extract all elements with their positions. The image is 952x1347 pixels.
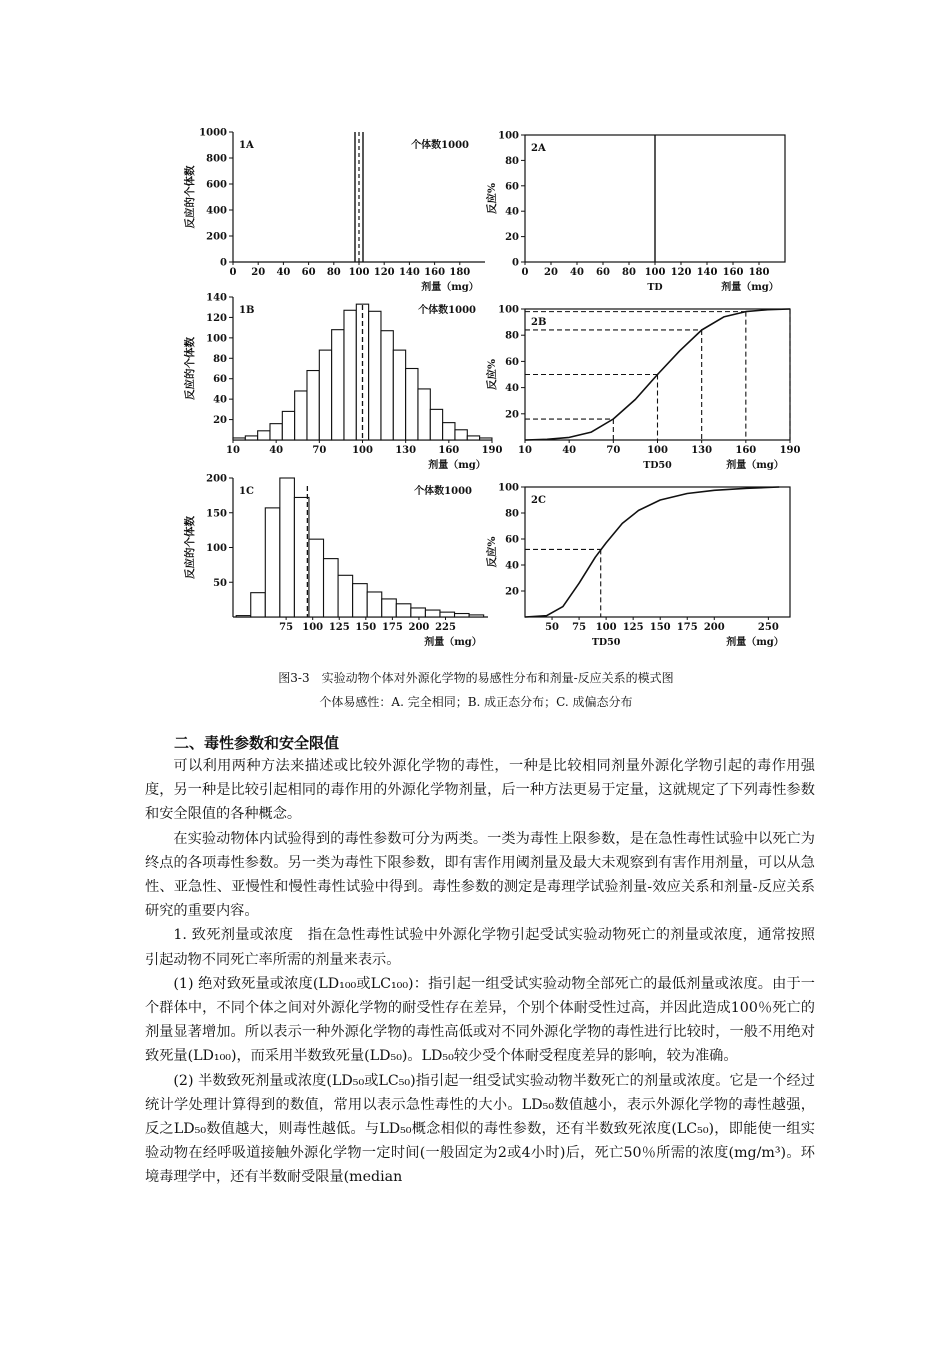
paragraph: (1) 绝对致死量或浓度(LD₁₀₀或LC₁₀₀)：指引起一组受试实验动物全部死亡的最低剂量或浓度。由于一个群体中，不同个体之间对外源化学物的耐受性存在差异，个别个体耐受性过高，并因此造成100％死亡的剂量显著增加。所以表示一种外源化学物的毒性高低或对不同外源化学物的毒性进行比较时，一般不用绝对致死量(LD₁₀₀)，而采用半数致死量(LD₅₀)。LD₅₀较少受个体耐受程度差异的影响，较为准确。 [145, 975, 815, 1065]
panel-label-1C: 1C [239, 486, 254, 497]
histogram-bar-1B [270, 424, 282, 440]
y-tick-label-2C: 60 [505, 534, 519, 546]
x-tick-label-1C: 75 [279, 622, 294, 633]
histogram-bar-1B [344, 310, 356, 440]
histogram-bar-1B [319, 350, 331, 440]
histogram-bar-1B [245, 436, 257, 440]
figure-caption-subtitle: 个体易感性：A. 完全相同；B. 成正态分布；C. 成偏态分布 [319, 695, 633, 709]
x-tick-label-2A: 160 [722, 267, 744, 278]
y-tick-label-2C: 80 [505, 508, 519, 520]
histogram-bar-1C [251, 593, 266, 617]
x-tick-label-1A: 180 [449, 267, 471, 278]
figure-caption-title: 图3-3 实验动物个体对外源化学物的易感性分布和剂量-反应关系的模式图 [278, 671, 674, 685]
paragraph: 1. 致死剂量或浓度 指在急性毒性试验中外源化学物引起受试实验动物死亡的剂量或浓度，通常按照引起动物不同死亡率所需的剂量来表示。 [145, 927, 815, 968]
x-mark-label-2B: TD50 [643, 460, 672, 471]
panel-annotation-1A: 个体数1000 [411, 140, 469, 151]
x-tick-label-2C: 50 [545, 622, 560, 633]
body-text [145, 754, 815, 1190]
x-tick-label-1A: 160 [424, 267, 446, 278]
x-tick-label-1A: 40 [276, 267, 291, 278]
y-tick-label-2B: 40 [505, 383, 519, 395]
y-tick-label-1A: 1000 [199, 127, 227, 139]
histogram-bar-1B [381, 331, 393, 440]
x-tick-label-2B: 130 [691, 445, 713, 456]
x-tick-label-1A: 20 [251, 267, 266, 278]
histogram-bar-1C [280, 478, 295, 617]
y-tick-label-1B: 100 [206, 333, 227, 345]
y-tick-label-1A: 800 [206, 153, 227, 165]
panel-label-2B: 2B [531, 317, 547, 328]
y-tick-label-1B: 140 [206, 292, 227, 304]
histogram-bar-1B [406, 369, 418, 441]
x-tick-label-2A: 80 [622, 267, 636, 278]
histogram-bar-1B [369, 311, 381, 440]
x-tick-label-1B: 40 [269, 445, 284, 456]
y-axis-title-2C: 反应% [486, 536, 498, 568]
x-tick-label-2A: 0 [521, 267, 529, 278]
y-axis-title-2A: 反应% [486, 183, 498, 214]
y-tick-label-2C: 20 [505, 586, 519, 598]
x-tick-label-1B: 100 [352, 445, 373, 456]
y-axis-title-1B: 反应的个体数 [184, 337, 196, 400]
histogram-bar-1B [332, 330, 344, 440]
histogram-bar-1C [265, 508, 280, 617]
x-tick-label-2C: 125 [622, 622, 644, 633]
y-axis-title-1A: 反应的个体数 [184, 165, 196, 229]
histogram-bar-1C [411, 608, 426, 617]
paragraph: 可以利用两种方法来描述或比较外源化学物的毒性，一种是比较相同剂量外源化学物引起的毒作用强度，另一种是比较引起相同的毒作用的外源化学物剂量，后一种方法更易于定量，这就规定了下列毒性参数和安全限值的各种概念。 [145, 758, 815, 823]
x-tick-label-1B: 70 [312, 445, 327, 456]
histogram-bar-1B [418, 389, 430, 440]
y-axis-title-1C: 反应的个体数 [184, 516, 196, 579]
x-axis-title-2B: 剂量（mg） [726, 460, 784, 471]
y-tick-label-1A: 200 [206, 231, 227, 243]
x-tick-label-2C: 250 [757, 622, 779, 633]
histogram-bar-1C [338, 575, 353, 617]
section-heading: 二、毒性参数和安全限值 [174, 734, 340, 752]
x-tick-label-2B: 70 [606, 445, 621, 456]
x-tick-label-2B: 40 [562, 445, 577, 456]
x-tick-label-1A: 120 [373, 267, 395, 278]
y-tick-label-1B: 20 [213, 415, 227, 427]
paragraph: (2) 半数致死剂量或浓度(LD₅₀或LC₅₀)指引起一组受试实验动物半数死亡的剂量或浓度。它是一个经过统计学处理计算得到的数值，常用以表示急性毒性的大小。LD₅₀数值越小，表示外源化学物的毒性越强，反之LD₅₀数值越大，则毒性越低。与LD₅₀概念相似的毒性参数，还有半数致死浓度(LC₅₀)，即能使一组实验动物在经呼吸道接触外源化学物一定时间(一般固定为2或4小时)后，死亡50％所需的浓度(mg/m³)。环境毒理学中，还有半数耐受限量(median [145, 1072, 815, 1186]
y-tick-label-2A: 60 [505, 181, 519, 193]
y-tick-label-2B: 60 [505, 356, 519, 368]
panel-label-2C: 2C [531, 495, 546, 506]
x-tick-label-1A: 140 [398, 267, 420, 278]
y-tick-label-2B: 80 [505, 330, 519, 342]
histogram-bar-1C [396, 604, 411, 617]
y-tick-label-1A: 400 [206, 205, 227, 217]
x-tick-label-1A: 0 [229, 267, 237, 278]
x-tick-label-2B: 100 [647, 445, 668, 456]
y-tick-label-2A: 100 [498, 130, 519, 142]
x-tick-label-1B: 190 [481, 445, 503, 456]
x-tick-label-1C: 200 [408, 622, 430, 633]
histogram-bar-1B [480, 438, 492, 440]
panel-label-2A: 2A [531, 143, 546, 154]
y-tick-label-2C: 100 [498, 482, 519, 494]
histogram-bar-1C [236, 616, 251, 617]
x-tick-label-1C: 175 [381, 622, 403, 633]
x-tick-label-1A: 100 [348, 267, 370, 278]
y-tick-label-2B: 20 [505, 409, 519, 421]
frame-2C [525, 487, 790, 617]
x-tick-label-1A: 80 [326, 267, 341, 278]
histogram-bar-1C [425, 610, 440, 617]
x-axis-title-2C: 剂量（mg） [726, 637, 784, 648]
x-axis-title-1A: 剂量（mg） [421, 282, 479, 293]
panel-label-1A: 1A [239, 140, 254, 151]
histogram-bar-1C [469, 615, 484, 617]
response-curve-2C [525, 487, 779, 617]
y-tick-label-1B: 80 [213, 353, 227, 365]
histogram-bar-1C [455, 614, 470, 617]
x-axis-title-2A: 剂量（mg） [721, 282, 779, 293]
x-tick-label-2B: 160 [735, 445, 757, 456]
histogram-bar-1B [443, 423, 455, 440]
y-tick-label-1C: 100 [206, 543, 227, 554]
x-tick-label-1B: 10 [226, 445, 240, 456]
y-tick-label-1B: 120 [206, 312, 227, 324]
histogram-bar-1C [309, 539, 324, 617]
x-tick-label-1C: 225 [435, 622, 456, 633]
y-tick-label-1C: 50 [213, 577, 227, 589]
x-tick-label-2A: 60 [596, 267, 610, 278]
histogram-bar-1C [440, 612, 455, 617]
x-tick-label-2A: 20 [544, 267, 558, 278]
x-tick-label-2A: 100 [644, 267, 666, 278]
y-tick-label-1A: 0 [220, 257, 227, 269]
panel-annotation-1C: 个体数1000 [414, 486, 472, 497]
y-tick-label-1C: 150 [206, 508, 227, 520]
x-tick-label-2C: 75 [572, 622, 587, 633]
x-tick-label-2C: 200 [703, 622, 725, 633]
histogram-bar-1B [258, 431, 270, 440]
histogram-bar-1B [233, 438, 245, 440]
x-tick-label-2C: 150 [649, 622, 671, 633]
x-tick-label-1C: 125 [328, 622, 350, 633]
x-tick-label-2A: 120 [670, 267, 692, 278]
x-tick-label-1C: 150 [355, 622, 377, 633]
panel-label-1B: 1B [239, 305, 255, 316]
x-tick-label-1C: 100 [302, 622, 324, 633]
y-tick-label-2A: 0 [512, 257, 519, 269]
y-axis-title-2B: 反应% [486, 359, 498, 390]
x-tick-label-2A: 180 [748, 267, 770, 278]
x-tick-label-1B: 160 [438, 445, 460, 456]
y-tick-label-2C: 40 [505, 560, 519, 572]
x-tick-label-1B: 130 [395, 445, 417, 456]
y-tick-label-1A: 600 [206, 179, 227, 191]
x-tick-label-2B: 190 [779, 445, 801, 456]
panel-annotation-1B: 个体数1000 [418, 305, 476, 316]
paragraph: 在实验动物体内试验得到的毒性参数可分为两类。一类为毒性上限参数，是在急性毒性试验中以死亡为终点的各项毒性参数。另一类为毒性下限参数，即有害作用阈剂量及最大未观察到有害作用剂量，可以从急性、亚急性、亚慢性和慢性毒性试验中得到。毒性参数的测定是毒理学试验剂量-效应关系和剂量-反应关系研究的重要内容。 [145, 830, 815, 920]
histogram-bar-1B [467, 436, 479, 440]
y-tick-label-1B: 40 [213, 394, 227, 406]
y-tick-label-1C: 200 [206, 473, 227, 485]
x-mark-label-2C: TD50 [591, 637, 621, 648]
x-tick-label-2A: 140 [696, 267, 718, 278]
histogram-bar-1B [282, 411, 294, 440]
y-tick-label-2A: 20 [505, 232, 519, 244]
x-tick-label-2A: 40 [570, 267, 584, 278]
x-tick-label-1A: 60 [301, 267, 316, 278]
x-mark-label-2A: TD [647, 282, 663, 293]
y-tick-label-2B: 100 [498, 304, 519, 316]
histogram-bar-1B [430, 409, 442, 440]
histogram-bar-1C [367, 592, 382, 617]
x-axis-title-1B: 剂量（mg） [428, 460, 486, 471]
x-axis-title-1C: 剂量（mg） [424, 637, 482, 648]
histogram-bar-1B [455, 430, 467, 440]
y-tick-label-2A: 40 [505, 206, 519, 218]
histogram-bar-1C [353, 584, 368, 617]
x-tick-label-2C: 100 [595, 622, 617, 633]
y-tick-label-1B: 60 [213, 374, 227, 386]
x-tick-label-2C: 175 [676, 622, 698, 633]
histogram-bar-1C [382, 599, 397, 617]
figure-3-3 [0, 0, 952, 660]
histogram-bar-1C [324, 559, 339, 617]
x-tick-label-2B: 10 [518, 445, 532, 456]
histogram-bar-1B [307, 371, 319, 440]
histogram-bar-1B [295, 391, 307, 440]
histogram-bar-1B [393, 350, 405, 440]
y-tick-label-2A: 80 [505, 155, 519, 167]
